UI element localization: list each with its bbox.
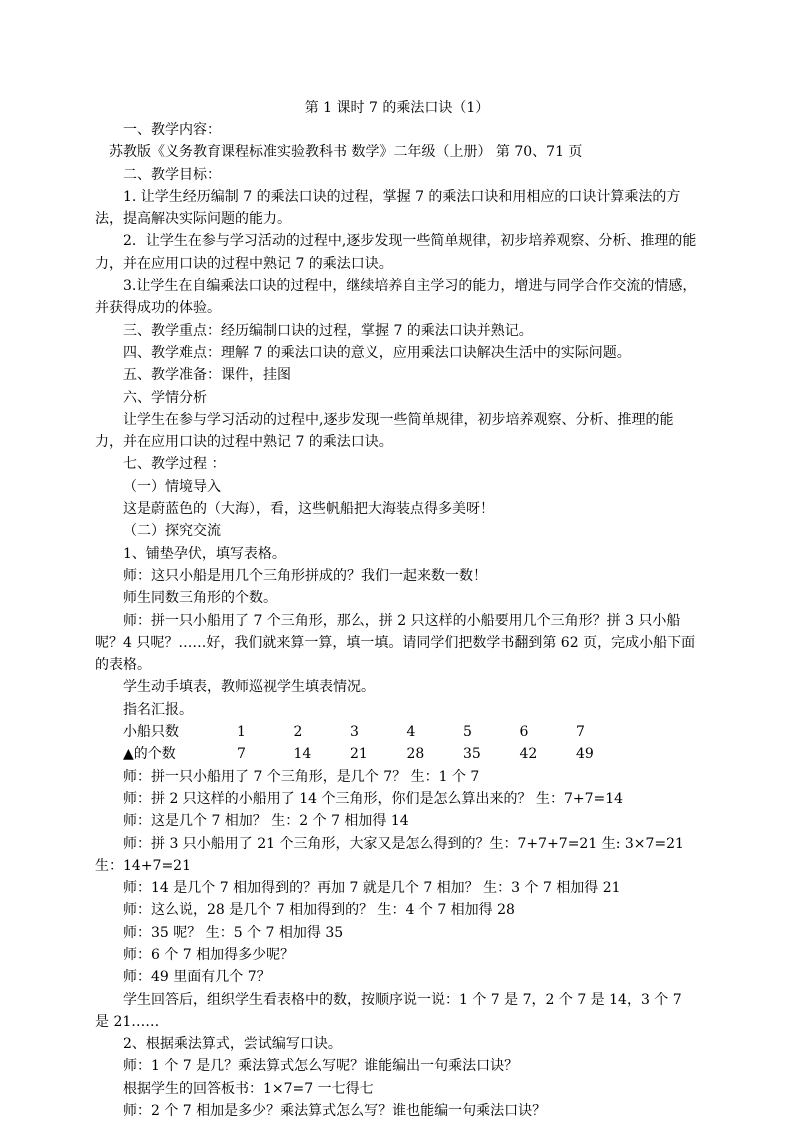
content-text: 苏教版《义务教育课程标准实验教科书 数学》二年级（上册） 第 70、71 页 xyxy=(109,144,583,161)
process-line: 师生同数三角形的个数。 xyxy=(123,590,277,607)
table-row-label: ▲的个数 xyxy=(123,746,176,763)
dialogue-line: 根据学生的回答板书：1×7=7 一七得七 xyxy=(123,1080,374,1097)
goals-heading: 二、教学目标： xyxy=(123,166,221,183)
analysis-text: 让学生在参与学习活动的过程中,逐步发现一些简单规律，初步培养观察、分析、推理的能力，并在应用口诀的过程中熟记 7 的乘法口诀。 xyxy=(95,411,674,451)
process-line: 学生动手填表，教师巡视学生填表情况。 xyxy=(123,679,375,696)
content-heading: 一、教学内容： xyxy=(123,122,221,138)
step1-text: 这是蔚蓝色的（大海），看，这些帆船把大海装点得多美呀！ xyxy=(123,501,494,518)
table-cell: 1 xyxy=(237,724,246,741)
process-line: 师：拼一只小船用了 7 个三角形，那么，拼 2 只这样的小船要用几个三角形？拼 3 只小船呢？4 只呢？……好，我们就来算一算，填一填。请同学们把数学书翻到第 62 页，完成小船下面的表格。 xyxy=(95,612,696,674)
lesson-body xyxy=(95,119,699,1122)
table-cell: 2 xyxy=(293,724,303,741)
analysis-heading: 六、学情分析 xyxy=(123,389,207,406)
key-point: 三、教学重点：经历编制口诀的过程，掌握 7 的乘法口诀并熟记。 xyxy=(123,322,533,339)
table-row xyxy=(95,721,699,743)
table-cell: 49 xyxy=(576,746,594,763)
table-cell: 7 xyxy=(576,724,585,741)
table-cell: 35 xyxy=(463,746,481,763)
table-cell: 28 xyxy=(406,746,425,763)
table-cell: 3 xyxy=(350,724,359,741)
goal-1: 1. 让学生经历编制 7 的乘法口诀的过程，掌握 7 的乘法口诀和用相应的口诀计算乘法的方法，提高解决实际问题的能力。 xyxy=(95,188,681,228)
dialogue-line: 师：这么说，28 是几个 7 相加得到的？ 生：4 个 7 相加得 28 xyxy=(123,902,515,919)
dialogue-line: 师：49 里面有几个 7？ xyxy=(123,969,271,986)
dialogue-line: 师：这是几个 7 相加？ 生：2 个 7 相加得 14 xyxy=(123,813,409,830)
table-row-label: 小船只数 xyxy=(123,724,179,741)
goal-3: 3.让学生在自编乘法口诀的过程中，继续培养自主学习的能力，增进与同学合作交流的情感，并获得成功的体验。 xyxy=(95,278,697,317)
table-cell: 7 xyxy=(237,746,246,763)
goal-2: 2．让学生在参与学习活动的过程中,逐步发现一些简单规律，初步培养观察、分析、推理的能力，并在应用口诀的过程中熟记 7 的乘法口诀。 xyxy=(95,233,697,272)
process-line: 指名汇报。 xyxy=(123,701,193,718)
table-cell: 14 xyxy=(293,746,312,763)
preparation: 五、教学准备：课件，挂图 xyxy=(123,367,291,384)
table-cell: 4 xyxy=(406,724,416,741)
dialogue-line: 师：拼 3 只小船用了 21 个三角形，大家又是怎么得到的？生：7+7+7=21 生: 3×7=21 生：14+7=21 xyxy=(95,835,684,874)
process-line: 1、铺垫孕伏，填写表格。 xyxy=(123,545,286,562)
step1-heading: （一）情境导入 xyxy=(123,478,221,495)
table-row xyxy=(95,743,699,765)
dialogue-line: 2、根据乘法算式，尝试编写口诀。 xyxy=(123,1036,342,1053)
dialogue-line: 师：6 个 7 相加得多少呢？ xyxy=(123,946,295,963)
table-cell: 21 xyxy=(350,746,368,763)
dialogue-line: 师：2 个 7 相加是多少？乘法算式怎么写？谁也能编一句乘法口诀？ xyxy=(123,1103,547,1120)
dialogue-line: 师：35 呢？ 生：5 个 7 相加得 35 xyxy=(123,924,344,941)
dialogue-line: 师：拼一只小船用了 7 个三角形，是几个 7？ 生：1 个 7 xyxy=(123,768,480,785)
process-heading: 七、教学过程 ： xyxy=(123,456,226,473)
dialogue-line: 师：拼 2 只这样的小船用了 14 个三角形，你们是怎么算出来的？ 生：7+7=14 xyxy=(123,790,624,807)
dialogue-line: 师：1 个 7 是几？乘法算式怎么写呢？谁能编出一句乘法口诀？ xyxy=(123,1058,519,1075)
dialogue-line: 学生回答后，组织学生看表格中的数，按顺序说一说：1 个 7 是 7，2 个 7 是 14，3 个 7 是 21…… xyxy=(95,991,682,1030)
step2-heading: （二）探究交流 xyxy=(123,523,221,540)
lesson-title: 第 1 课时 7 的乘法口诀（1） xyxy=(304,100,490,116)
dialogue-line: 师：14 是几个 7 相加得到的？再加 7 就是几个 7 相加？ 生：3 个 7 相加得 21 xyxy=(123,880,621,897)
table-cell: 42 xyxy=(519,746,538,763)
table-cell: 5 xyxy=(463,724,472,741)
difficulty: 四、教学难点：理解 7 的乘法口诀的意义，应用乘法口诀解决生活中的实际问题。 xyxy=(123,344,631,361)
table-cell: 6 xyxy=(519,724,529,741)
process-line: 师：这只小船是用几个三角形拼成的？我们一起来数一数！ xyxy=(123,567,487,584)
